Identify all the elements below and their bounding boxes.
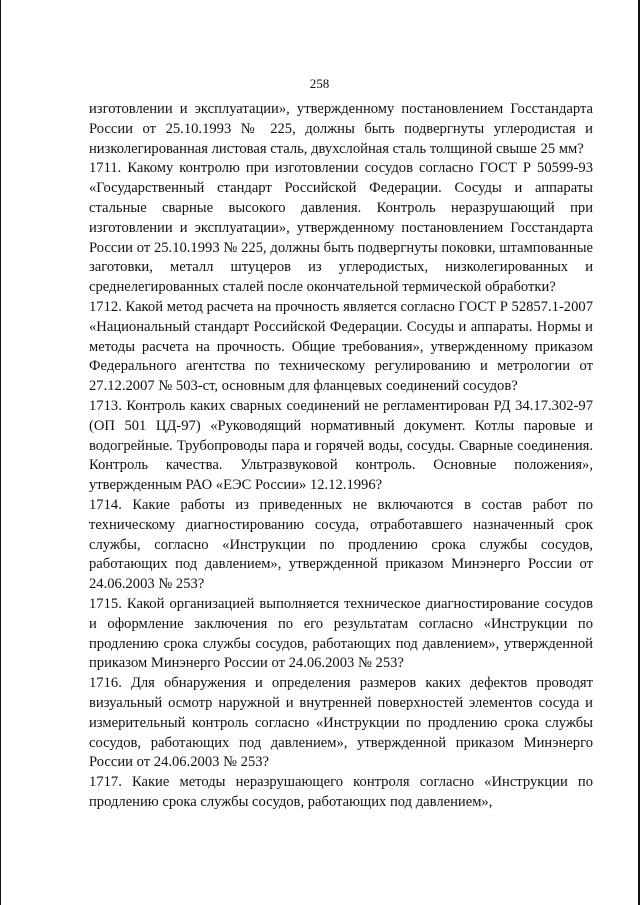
question-1713: 1713. Контроль каких сварных соединений не регламентирован РД 34.17.302-97 (ОП 501 ЦД-97) «Руководящий нормативный документ. Котлы паровые и водогрейные. Трубопроводы пара и горячей воды, сосуды. Сварные соединения. Контроль качества. Ультразвуковой контроль. Основные положения», утвержденным РАО «ЕЭС России» 12.12.1996?: [89, 397, 593, 494]
question-1717: 1717. Какие методы неразрушающего контроля согласно «Инструкции по продлению срока службы сосудов, работающих под давлением»,: [89, 774, 593, 810]
question-1711: 1711. Какому контролю при изготовлении сосудов согласно ГОСТ Р 50599-93 «Государственный стандарт Российской Федерации. Сосуды и аппараты стальные сварные высокого давления. Контроль неразрушающий при изготовлении и эксплуатации», утвержденному постановлением Госстандарта России от 25.10.1993 № 225, должны быть подвергнуты поковки, штампованные заготовки, металл штуцеров из углеродистых, низколегированных и среднелегированных сталей после окончательной термической обработки?: [89, 160, 593, 296]
page-number: 258: [309, 76, 330, 91]
paragraph-continuation: изготовлении и эксплуатации», утвержденному постановлением Госстандарта России от 25.10.1993 № 225, должны быть подвергнуты углеродистая и низколегированная листовая сталь, двухслойная сталь толщиной свыше 25 мм?: [89, 101, 593, 157]
question-1716: 1716. Для обнаружения и определения размеров каких дефектов проводят визуальный осмотр наружной и внутренней поверхностей элементов сосуда и измерительный контроль согласно «Инструкции по продлению срока службы сосудов, работающих под давлением», утвержденной приказом Минэнерго России от 24.06.2003 № 253?: [89, 675, 593, 771]
question-1715: 1715. Какой организацией выполняется техническое диагностирование сосудов и оформление заключения по его результатам согласно «Инструкции по продлению срока службы сосудов, работающих под давлением», утвержденной приказом Минэнерго России от 24.06.2003 № 253?: [89, 595, 593, 672]
question-1712: 1712. Какой метод расчета на прочность является согласно ГОСТ Р 52857.1-2007 «Национальный стандарт Российской Федерации. Сосуды и аппараты. Нормы и методы расчета на прочность. Общие требования», утвержденному приказом Федерального агентства по техническому регулированию и метрологии от 27.12.2007 № 503-ст, основным для фланцевых соединений сосудов?: [89, 298, 593, 395]
document-body: [89, 100, 593, 813]
question-1714: 1714. Какие работы из приведенных не включаются в состав работ по техническому диагностированию сосуда, отработавшего назначенный срок службы, согласно «Инструкции по продлению срока службы сосудов, работающих под давлением», утвержденной приказом Минэнерго России от 24.06.2003 № 253?: [89, 496, 593, 593]
